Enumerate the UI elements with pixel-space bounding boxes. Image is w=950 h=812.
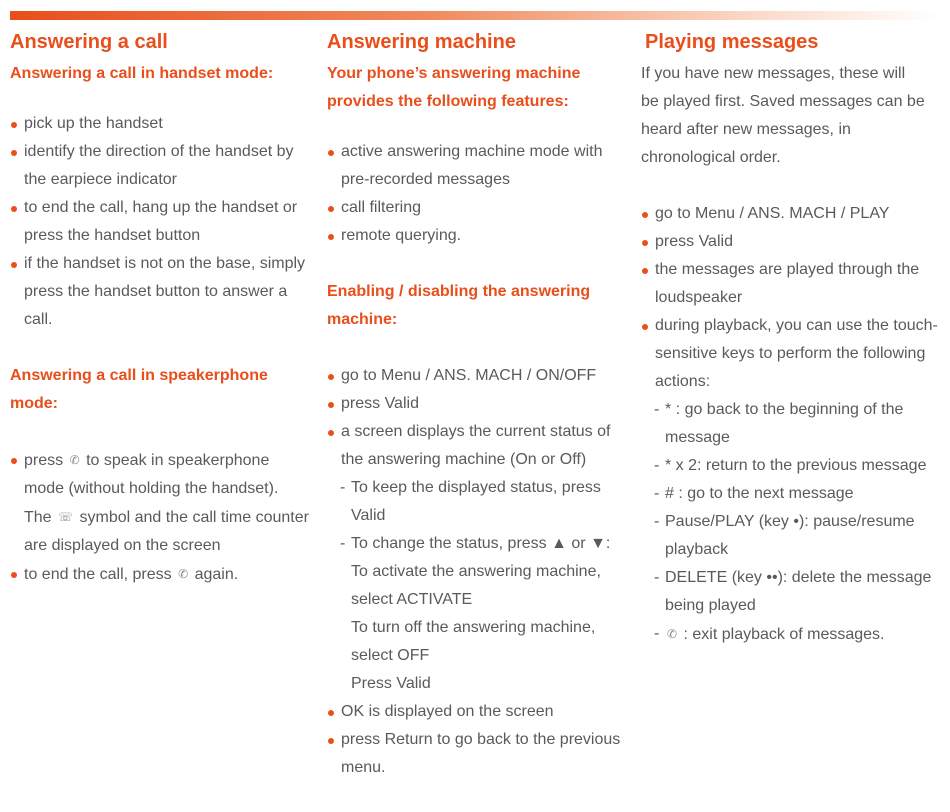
playback-actions-list <box>641 396 941 649</box>
section-title-playing-messages: Playing messages <box>645 31 819 53</box>
text-end-call: to end the call, press <box>24 566 172 583</box>
list-item: the messages are played through the loudspeaker <box>641 256 941 312</box>
speakerphone-icon: ✆ <box>69 453 80 467</box>
column-answering-a-call <box>10 28 310 589</box>
text-activate: To activate the answering machine, select ACTIVATE <box>351 563 601 608</box>
features-list <box>327 138 627 250</box>
column-answering-machine <box>327 28 627 782</box>
playing-messages-list <box>641 200 941 649</box>
heading-handset-mode: Answering a call in handset mode: <box>10 65 274 82</box>
list-item: go to Menu / ANS. MACH / ON/OFF <box>327 362 627 390</box>
list-item: pick up the handset <box>10 110 310 138</box>
list-item: identify the direction of the handset by the earpiece indicator <box>10 138 310 194</box>
sub-list-item <box>327 530 627 698</box>
text-turn-off: To turn off the answering machine, select OFF <box>351 619 596 664</box>
heading-speakerphone-mode: Answering a call in speakerphone mode: <box>10 367 268 412</box>
list-item: remote querying. <box>327 222 627 250</box>
sub-list-item: - * x 2: return to the previous message <box>641 452 941 480</box>
intro-paragraph: If you have new messages, these will be played first. Saved messages can be heard after new messages, in chronological order. <box>641 65 925 166</box>
heading-features: Your phone’s answering machine provides the following features: <box>327 65 581 110</box>
speakerphone-mode-list <box>10 446 310 589</box>
speakerphone-icon: ✆ <box>667 627 678 641</box>
list-item: press Return to go back to the previous menu. <box>327 726 627 782</box>
list-item: go to Menu / ANS. MACH / PLAY <box>641 200 941 228</box>
section-title-answering-machine: Answering machine <box>327 31 516 53</box>
list-item <box>327 418 627 698</box>
list-item: press Valid <box>641 228 941 256</box>
handset-mode-list <box>10 110 310 334</box>
list-item <box>10 446 310 560</box>
list-item <box>10 560 310 589</box>
sub-list-item <box>641 620 941 649</box>
list-item: if the handset is not on the base, simply press the handset button to answer a call. <box>10 250 310 334</box>
text-during-playback: during playback, you can use the touch-sensitive keys to perform the following actions: <box>655 317 938 390</box>
sub-list-item: - DELETE (key ••): delete the message being played <box>641 564 941 620</box>
list-item: active answering machine mode with pre-recorded messages <box>327 138 627 194</box>
text-symbol-desc: symbol and the call time counter are displayed on the screen <box>24 509 309 554</box>
sub-list-item: - Pause/PLAY (key •): pause/resume playback <box>641 508 941 564</box>
sub-list-item: - To keep the displayed status, press Valid <box>327 474 627 530</box>
text-change-status: - To change the status, press ▲ or ▼: <box>351 535 611 552</box>
text-status-screen: a screen displays the current status of the answering machine (On or Off) <box>341 423 611 468</box>
list-item: press Valid <box>327 390 627 418</box>
header-gradient-bar <box>10 11 940 20</box>
text-speakerphone-desc: to speak in speakerphone mode (without holding the handset). The <box>24 452 279 526</box>
list-item <box>641 312 941 649</box>
list-item: OK is displayed on the screen <box>327 698 627 726</box>
status-sub-list <box>327 474 627 698</box>
column-playing-messages <box>641 28 941 649</box>
list-item: call filtering <box>327 194 627 222</box>
handsfree-symbol-icon: ☏ <box>58 510 74 524</box>
list-item: to end the call, hang up the handset or press the handset button <box>10 194 310 250</box>
text-again: again. <box>194 566 239 583</box>
sub-list-item: - # : go to the next message <box>641 480 941 508</box>
enable-disable-list <box>327 362 627 782</box>
heading-enable-disable: Enabling / disabling the answering machine: <box>327 283 591 328</box>
section-title-answering-a-call: Answering a call <box>10 31 168 53</box>
text-press-valid: Press Valid <box>351 675 431 692</box>
text-press: press <box>24 452 64 469</box>
text-exit-playback: : exit playback of messages. <box>683 626 885 643</box>
sub-list-item: - * : go back to the beginning of the message <box>641 396 941 452</box>
speakerphone-icon: ✆ <box>178 567 189 581</box>
